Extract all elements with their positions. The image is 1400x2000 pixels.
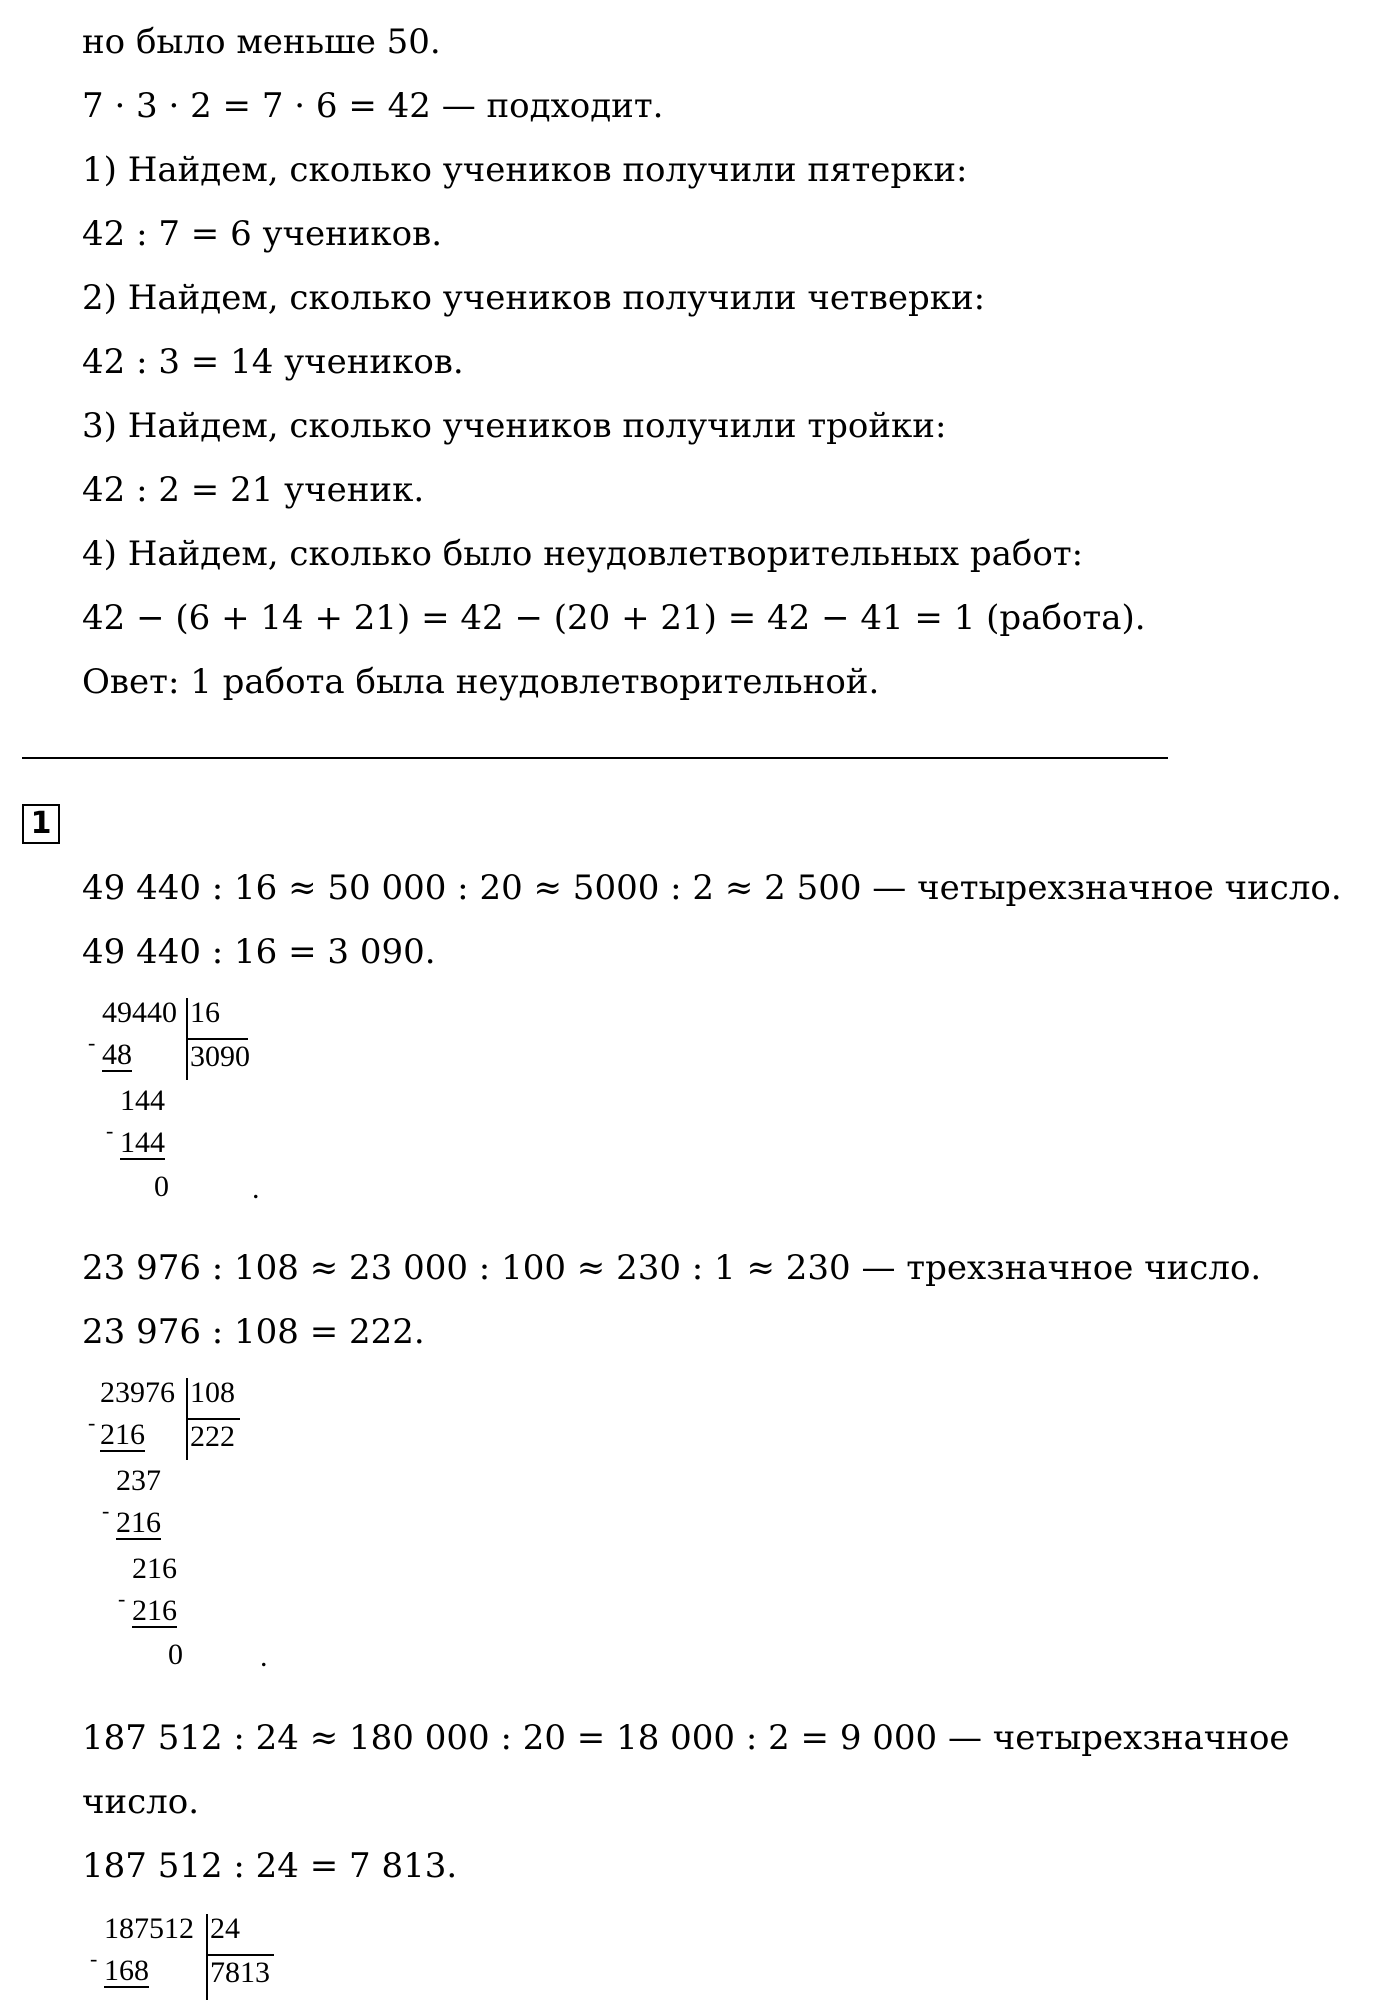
answer-line: Овет: 1 работа была неудовлетворительной. <box>82 662 880 702</box>
estimate-line-c: 187 512 : 24 ≈ 180 000 : 20 = 18 000 : 2 = 9 000 — четырехзначное <box>82 1718 1290 1758</box>
result-line-c: 187 512 : 24 = 7 813. <box>82 1846 458 1886</box>
end-dot: . <box>252 1172 260 1205</box>
text-line: но было меньше 50. <box>82 22 441 62</box>
minus-sign: - <box>88 1030 96 1055</box>
minus-sign: - <box>106 1118 114 1143</box>
step-subtrahend: 144 <box>120 1126 165 1159</box>
text-line: 3) Найдем, сколько учеников получили тройки: <box>82 406 947 446</box>
quotient: 3090 <box>190 1040 250 1073</box>
divisor: 108 <box>190 1376 235 1409</box>
final-remainder: 0 <box>154 1170 169 1203</box>
dividend: 23976 <box>100 1376 175 1409</box>
minus-sign: - <box>102 1498 110 1523</box>
text-line: 7 · 3 · 2 = 7 · 6 = 42 — подходит. <box>82 86 664 126</box>
text-line: 42 : 2 = 21 ученик. <box>82 470 425 510</box>
step-subtrahend: 216 <box>116 1506 161 1539</box>
quotient-bar <box>186 1418 240 1420</box>
result-line-a: 49 440 : 16 = 3 090. <box>82 932 436 972</box>
quotient-bar <box>206 1954 274 1956</box>
minus-sign: - <box>88 1410 96 1435</box>
end-dot: . <box>260 1640 268 1673</box>
long-division-3 <box>90 1912 310 2000</box>
step-remainder: 216 <box>132 1552 177 1585</box>
text-line: 42 : 7 = 6 учеников. <box>82 214 443 254</box>
estimate-line-a: 49 440 : 16 ≈ 50 000 : 20 ≈ 5000 : 2 ≈ 2 500 — четырехзначное число. <box>82 868 1342 908</box>
text-line: 4) Найдем, сколько было неудовлетворительных работ: <box>82 534 1084 574</box>
division-bar <box>206 1914 208 2000</box>
quotient-bar <box>186 1038 248 1040</box>
estimate-line-b: 23 976 : 108 ≈ 23 000 : 100 ≈ 230 : 1 ≈ 230 — трехзначное число. <box>82 1248 1262 1288</box>
text-line: 42 : 3 = 14 учеников. <box>82 342 464 382</box>
dividend: 187512 <box>104 1912 194 1945</box>
text-line: 2) Найдем, сколько учеников получили четверки: <box>82 278 986 318</box>
text-line: 1) Найдем, сколько учеников получили пятерки: <box>82 150 968 190</box>
result-line-b: 23 976 : 108 = 222. <box>82 1312 425 1352</box>
step-remainder: 237 <box>116 1464 161 1497</box>
final-remainder: 0 <box>168 1638 183 1671</box>
step-subtrahend: 48 <box>102 1038 132 1071</box>
long-division-1 <box>88 996 288 1206</box>
step-subtrahend: 168 <box>104 1954 149 1987</box>
step-remainder: 144 <box>120 1084 165 1117</box>
step-subtrahend: 216 <box>132 1594 177 1627</box>
estimate-line-c-cont: число. <box>82 1782 200 1822</box>
long-division-2 <box>88 1376 288 1673</box>
divisor: 16 <box>190 996 220 1029</box>
section-divider <box>22 757 1168 759</box>
quotient: 7813 <box>210 1956 270 1989</box>
minus-sign: - <box>118 1586 126 1611</box>
quotient: 222 <box>190 1420 235 1453</box>
text-line: 42 − (6 + 14 + 21) = 42 − (20 + 21) = 42 − 41 = 1 (работа). <box>82 598 1146 638</box>
task-number-box: 1 <box>22 804 60 844</box>
step-subtrahend: 216 <box>100 1418 145 1451</box>
minus-sign: - <box>90 1946 98 1971</box>
dividend: 49440 <box>102 996 177 1029</box>
divisor: 24 <box>210 1912 240 1945</box>
